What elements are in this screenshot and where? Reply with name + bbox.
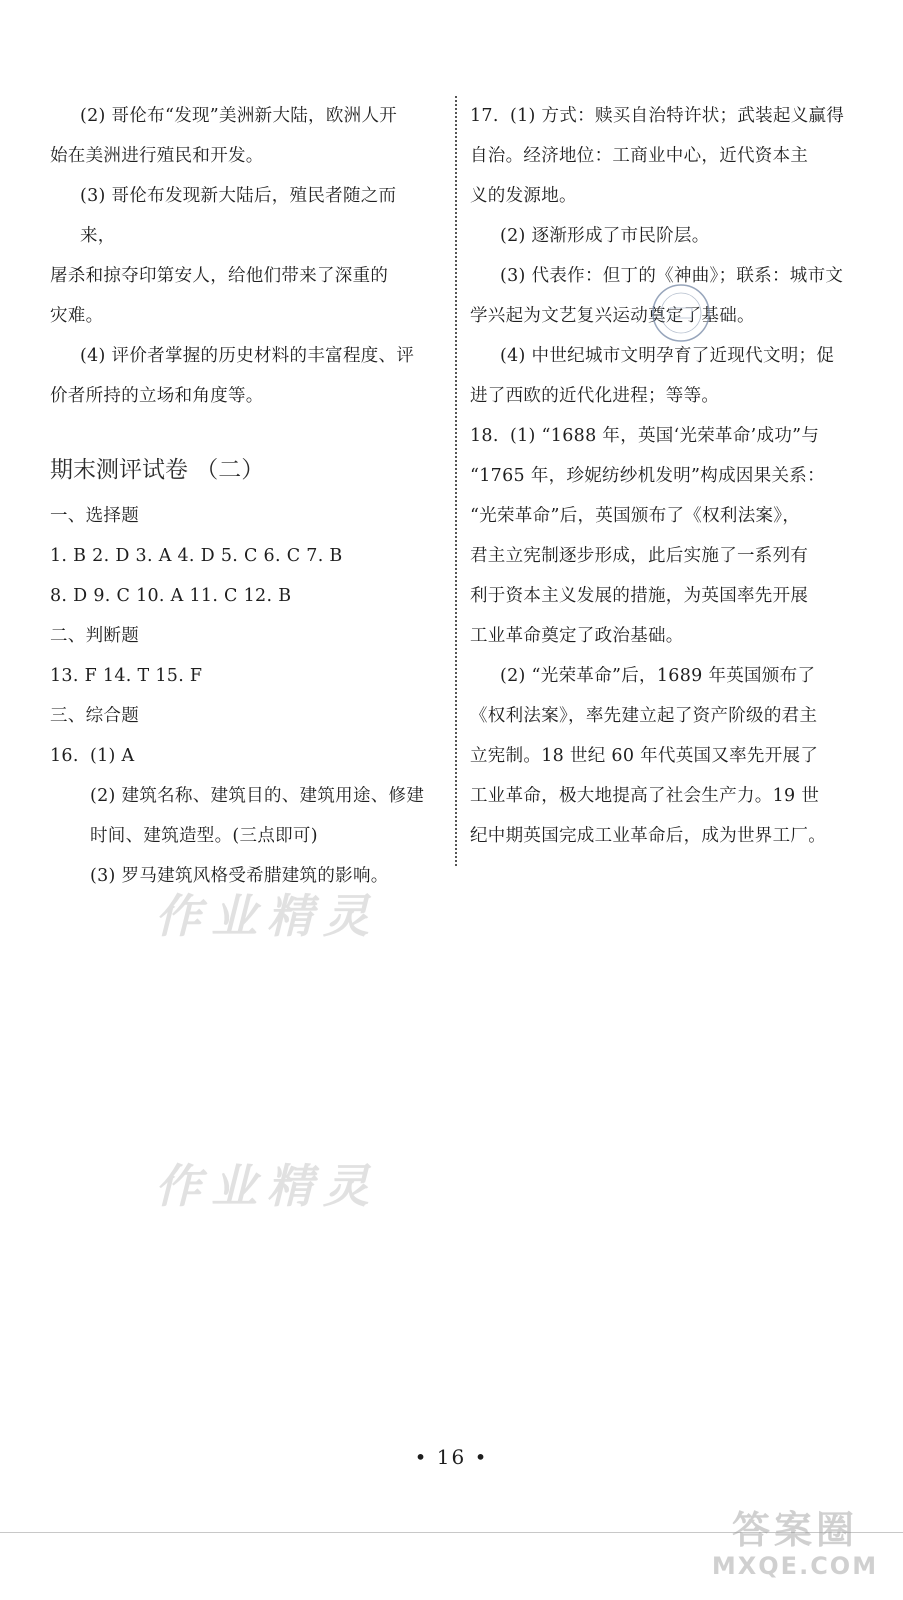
choice-answers-row: 8. D 9. C 10. A 11. C 12. B: [50, 586, 292, 606]
watermark: 作业精灵: [155, 889, 379, 943]
section-title-judge: 二、判断题: [50, 626, 139, 646]
q17-line: 进了西欧的近代化进程；等等。: [470, 386, 720, 406]
q15-line: 屠杀和掠夺印第安人，给他们带来了深重的: [50, 266, 389, 286]
q18-line: “光荣革命”后，英国颁布了《权利法案》，: [470, 506, 801, 526]
q16-line: (1) A: [90, 746, 135, 766]
q17-line: 学兴起为文艺复兴运动奠定了基础。: [470, 306, 755, 326]
q18-line: 立宪制。18 世纪 60 年代英国又率先开展了: [470, 746, 819, 766]
q16-line: (3) 罗马建筑风格受希腊建筑的影响。: [90, 866, 389, 886]
q18-line: 工业革命奠定了政治基础。: [470, 626, 684, 646]
q17-line: (3) 代表作：但丁的《神曲》；联系：城市文: [500, 266, 844, 286]
watermark: 作业精灵: [155, 1159, 379, 1213]
q18-line: (2) “光荣革命”后，1689 年英国颁布了: [500, 666, 816, 686]
section-title-choice: 一、选择题: [50, 506, 139, 526]
q17-line: 自治。经济地位：工商业中心，近代资本主: [470, 146, 809, 166]
q17-line: (4) 中世纪城市文明孕育了近现代文明；促: [500, 346, 835, 366]
q17-block: [470, 96, 865, 136]
q15-line: (3) 哥伦布发现新大陆后，殖民者随之而来，: [80, 186, 397, 246]
q15-line: 始在美洲进行殖民和开发。: [50, 146, 264, 166]
q18-line: (1) “1688 年，英国‘光荣革命’成功”与: [510, 426, 820, 446]
question-number: 17.: [470, 106, 499, 126]
q16-line: (2) 建筑名称、建筑目的、建筑用途、修建: [90, 786, 425, 806]
q15-line: (2) 哥伦布“发现”美洲新大陆，欧洲人开: [80, 106, 398, 126]
q18-block: [470, 416, 865, 456]
q18-line: 《权利法案》，率先建立起了资产阶级的君主: [470, 706, 818, 726]
corner-logo: [700, 1508, 890, 1588]
q18-line: 利于资本主义发展的措施，为英国率先开展: [470, 586, 809, 606]
seal-stamp-icon: [650, 282, 712, 344]
q18-line: 君主立宪制逐步形成，此后实施了一系列有: [470, 546, 809, 566]
q18-line: “1765 年，珍妮纺纱机发明”构成因果关系：: [470, 466, 825, 486]
right-column: [470, 96, 865, 856]
section-title-comprehensive: 三、综合题: [50, 706, 139, 726]
q16-block: [50, 736, 430, 896]
page-number: • 16 •: [414, 1445, 489, 1469]
q18-line: 工业革命，极大地提高了社会生产力。19 世: [470, 786, 820, 806]
q17-line: 义的发源地。: [470, 186, 577, 206]
q17-line: (2) 逐渐形成了市民阶层。: [500, 226, 710, 246]
q17-line: (1) 方式：赎买自治特许状；武装起义赢得: [510, 106, 845, 126]
q15-line: (4) 评价者掌握的历史材料的丰富程度、评: [80, 346, 415, 366]
q15-line: 灾难。: [50, 306, 104, 326]
question-number: 18.: [470, 426, 499, 446]
logo-text: 答案圈: [731, 1508, 858, 1552]
question-number: 16.: [50, 746, 79, 766]
section-heading: 期末测评试卷 （二）: [50, 457, 265, 483]
q16-line: 时间、建筑造型。(三点即可): [90, 826, 318, 846]
q15-line: 价者所持的立场和角度等。: [50, 386, 264, 406]
left-column: [50, 96, 430, 896]
logo-url: MXQE.COM: [711, 1552, 879, 1580]
column-divider: [455, 96, 457, 866]
choice-answers-row: 1. B 2. D 3. A 4. D 5. C 6. C 7. B: [50, 546, 343, 566]
q18-line: 纪中期英国完成工业革命后，成为世界工厂。: [470, 826, 826, 846]
judge-answers-row: 13. F 14. T 15. F: [50, 666, 203, 686]
